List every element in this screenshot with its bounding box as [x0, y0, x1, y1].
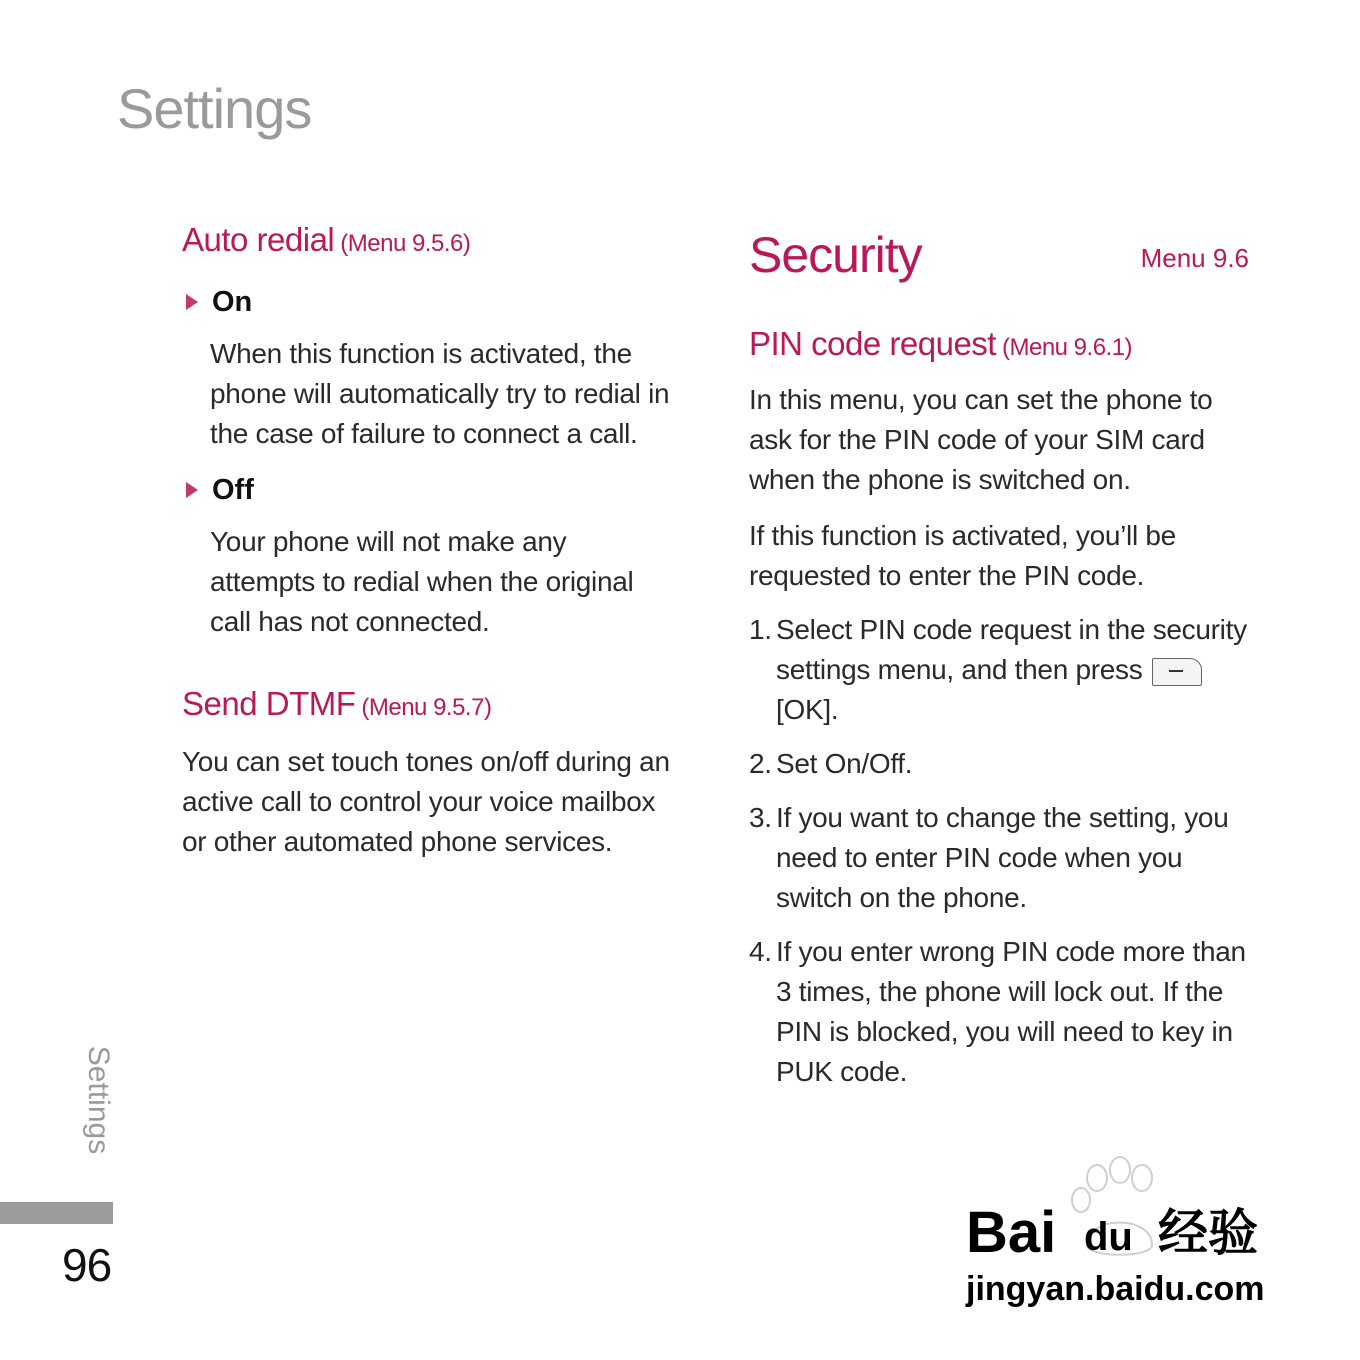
page-number: 96	[62, 1239, 112, 1291]
watermark-brand-left: Bai	[966, 1200, 1057, 1265]
step-number: 1.	[749, 614, 772, 645]
send-dtmf-title: Send DTMF	[182, 685, 356, 722]
send-dtmf-heading	[182, 682, 672, 730]
step-text	[776, 610, 1249, 730]
pin-request-heading	[749, 322, 1249, 370]
option-on	[182, 280, 672, 324]
watermark-brand-cn: 经验	[1158, 1205, 1258, 1261]
list-item	[749, 610, 1249, 730]
side-tab-label: Settings	[82, 1045, 115, 1155]
page-title: Settings	[117, 77, 312, 140]
triangle-bullet-icon	[186, 294, 198, 310]
step-4-text: If you enter wrong PIN code more than 3 times, the phone will lock out. If the PIN is blocked, you will need to key in PUK code.	[776, 936, 1246, 1087]
left-column	[182, 218, 672, 862]
pin-request-menu-ref: (Menu 9.6.1)	[1001, 334, 1133, 361]
option-off-description: Your phone will not make any attempts to redial when the original call has not connected.	[210, 526, 634, 637]
pin-request-title: PIN code request	[749, 325, 996, 362]
option-off-label: Off	[212, 473, 254, 506]
list-item	[749, 932, 1249, 1092]
triangle-bullet-icon	[186, 482, 198, 498]
auto-redial-heading	[182, 218, 672, 266]
step-1-ok: [OK].	[776, 694, 839, 725]
pin-steps-list	[749, 610, 1249, 1092]
option-on-description: When this function is activated, the phone will automatically try to redial in the case of failure to connect a call.	[210, 338, 670, 449]
option-off	[182, 468, 672, 512]
send-dtmf-description: You can set touch tones on/off during an active call to control your voice mailbox or other automated phone services.	[182, 746, 670, 857]
step-2-text: Set On/Off.	[776, 748, 913, 779]
send-dtmf-menu-ref: (Menu 9.5.7)	[361, 694, 492, 721]
step-number: 3.	[749, 802, 772, 833]
right-column	[749, 214, 1249, 1092]
security-title: Security	[749, 227, 922, 283]
auto-redial-title: Auto redial	[182, 221, 335, 258]
pin-request-para-1: In this menu, you can set the phone to ask for the PIN code of your SIM card when the phone is switched on.	[749, 384, 1213, 495]
watermark	[962, 1150, 1282, 1320]
step-number: 2.	[749, 748, 772, 779]
left-softkey-icon	[1152, 658, 1202, 686]
step-1-text: Select PIN code request in the security settings menu, and then press	[776, 614, 1247, 685]
pin-request-para-2: If this function is activated, you’ll be requested to enter the PIN code.	[749, 520, 1176, 591]
security-header	[749, 214, 1249, 284]
option-on-label: On	[212, 285, 253, 318]
side-tab-bar	[0, 1202, 113, 1224]
list-item	[749, 744, 1249, 784]
watermark-url: jingyan.baidu.com	[966, 1270, 1265, 1308]
security-menu-ref: Menu 9.6	[1140, 243, 1249, 273]
auto-redial-menu-ref: (Menu 9.5.6)	[340, 230, 471, 257]
watermark-brand-right: du	[1084, 1215, 1133, 1259]
step-3-text: If you want to change the setting, you need to enter PIN code when you switch on the phone.	[776, 802, 1229, 913]
list-item	[749, 798, 1249, 918]
step-number: 4.	[749, 936, 772, 967]
